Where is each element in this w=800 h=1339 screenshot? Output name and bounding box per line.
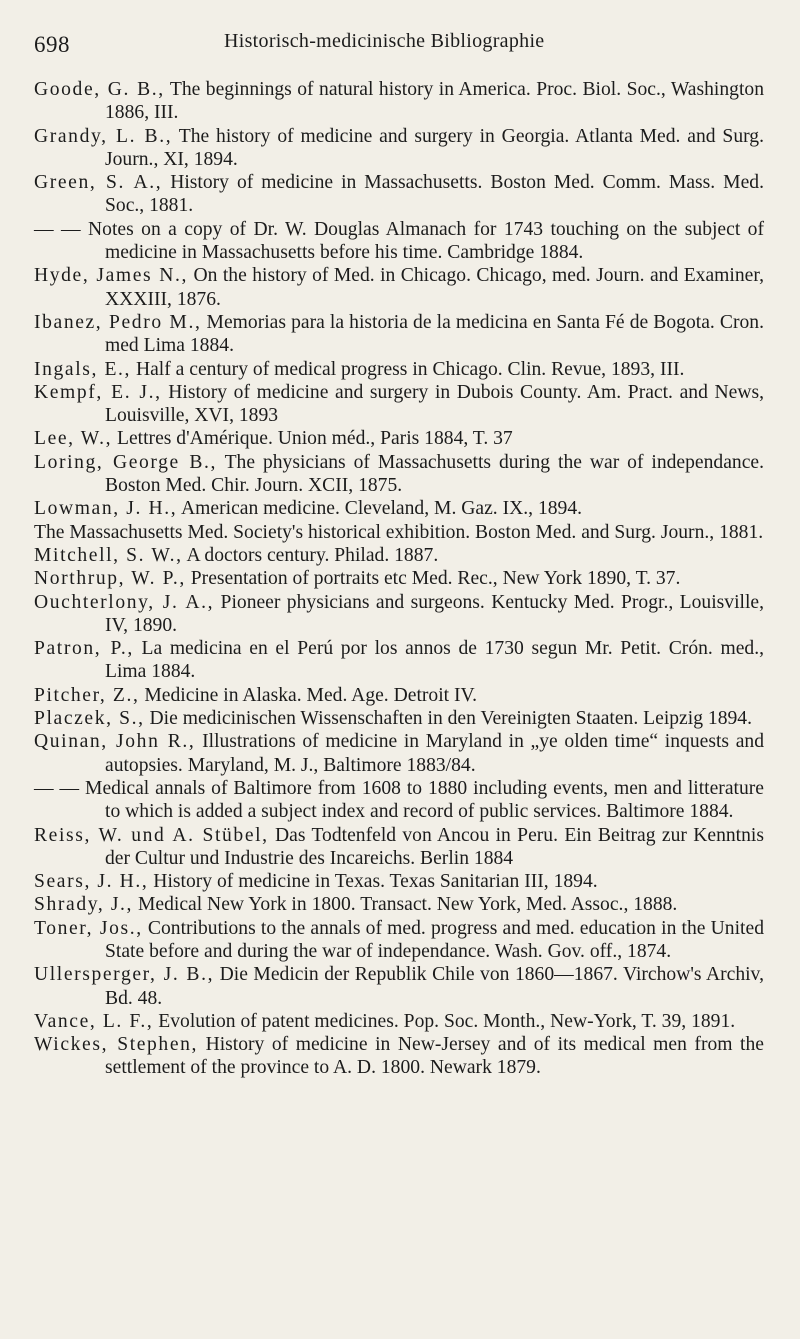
entry-text: Notes on a copy of Dr. W. Douglas Almanach for 1743 touching on the subject of medicine in Massachusetts before his time. Cambridge 1884. <box>80 218 765 264</box>
entry-author: Ingals, E., <box>34 358 132 380</box>
entry-author: Ouchterlony, J. A., <box>34 591 215 613</box>
bibliography-entry <box>34 963 764 1010</box>
entry-author: Green, S. A., <box>34 172 163 194</box>
bibliography-entry <box>34 544 764 567</box>
bibliography-entry <box>34 451 764 498</box>
entry-author: Vance, L. F., <box>34 1010 154 1032</box>
bibliography-entry <box>34 591 764 638</box>
entry-text: A doctors century. Philad. 1887. <box>182 544 439 566</box>
bibliography-entry <box>34 78 764 125</box>
entry-text: Memorias para la historia de la medicina en Santa Fé de Bogota. Cron. med Lima 1884. <box>105 311 764 357</box>
entry-text: The Massachusetts Med. Society's historical exhibition. Boston Med. and Surg. Journ., 1881. <box>34 521 764 543</box>
bibliography-entry <box>34 125 764 172</box>
entry-author: Shrady, J., <box>34 894 134 916</box>
bibliography-entry <box>34 637 764 684</box>
bibliography-entry <box>34 427 764 450</box>
bibliography-entry <box>34 171 764 218</box>
entry-author: Northrup, W. P., <box>34 568 186 590</box>
entry-author: Grandy, L. B., <box>34 125 173 147</box>
entry-author: Lowman, J. H., <box>34 498 178 520</box>
bibliography-list <box>34 78 764 1080</box>
entry-text: Die medicinischen Wissenschaften in den Vereinigten Staaten. Leipzig 1894. <box>144 708 752 730</box>
page-number: 698 <box>34 32 70 57</box>
page-header <box>34 30 764 74</box>
entry-author: Pitcher, Z., <box>34 684 140 706</box>
entry-author: Loring, George B., <box>34 451 218 473</box>
bibliography-entry <box>34 497 764 520</box>
entry-author: Patron, P., <box>34 638 134 660</box>
entry-text: Presentation of portraits etc Med. Rec., New York 1890, T. 37. <box>185 568 681 590</box>
entry-text: The physicians of Massachusetts during the war of independance. Boston Med. Chir. Journ. XCII, 1875. <box>105 451 764 497</box>
bibliography-entry <box>34 521 764 544</box>
entry-text: Contributions to the annals of med. progress and med. education in the United State before and during the war of independance. Wash. Gov. off., 1874. <box>105 917 764 962</box>
entry-text: Lettres d'Amérique. Union méd., Paris 1884, T. 37 <box>112 428 513 450</box>
entry-text: American medicine. Cleveland, M. Gaz. IX., 1894. <box>177 498 583 520</box>
bibliography-entry <box>34 917 764 964</box>
bibliography-entry <box>34 218 764 265</box>
running-title: Historisch-medicinische Bibliographie <box>224 30 545 52</box>
entry-text: On the history of Med. in Chicago. Chicago, med. Journ. and Examiner, XXXIII, 1876. <box>105 265 764 310</box>
entry-text: Evolution of patent medicines. Pop. Soc. Month., New-York, T. 39, 1891. <box>153 1010 736 1032</box>
bibliography-entry <box>34 730 764 777</box>
bibliography-entry <box>34 707 764 730</box>
entry-text: Das Todtenfeld von Ancou in Peru. Ein Beitrag zur Kenntnis der Cultur und Industrie des Incareichs. Berlin 1884 <box>105 824 764 869</box>
entry-author-ditto: — — <box>34 777 80 799</box>
entry-author: Kempf, E. J., <box>34 381 162 403</box>
entry-author: Placzek, S., <box>34 708 145 730</box>
entry-text: Die Medicin der Republik Chile von 1860—1867. Virchow's Archiv, Bd. 48. <box>105 964 764 1009</box>
bibliography-entry <box>34 311 764 358</box>
entry-text: Half a century of medical progress in Chicago. Clin. Revue, 1893, III. <box>131 358 685 380</box>
bibliography-entry <box>34 893 764 916</box>
entry-author: Hyde, James N., <box>34 265 189 287</box>
entry-text: The beginnings of natural history in America. Proc. Biol. Soc., Washington 1886, III. <box>105 79 764 124</box>
bibliography-entry <box>34 358 764 381</box>
entry-author: Reiss, W. und A. Stübel, <box>34 824 269 846</box>
entry-text: Illustrations of medicine in Maryland in „ye olden time“ inquests and autopsies. Maryland, M. J., Baltimore 1883/84. <box>105 731 764 776</box>
entry-author: Ullersperger, J. B., <box>34 964 215 986</box>
entry-text: History of medicine and surgery in Dubois County. Am. Pract. and News, Louisville, XVI, 1893 <box>105 381 764 427</box>
entry-author: Lee, W., <box>34 428 113 450</box>
entry-author: Toner, Jos., <box>34 917 143 939</box>
entry-author: Quinan, John R., <box>34 731 196 753</box>
entry-text: History of medicine in Massachusetts. Boston Med. Comm. Mass. Med. Soc., 1881. <box>105 172 764 217</box>
entry-author: Wickes, Stephen, <box>34 1034 199 1056</box>
entry-author: Sears, J. H., <box>34 871 149 893</box>
entry-text: History of medicine in Texas. Texas Sanitarian III, 1894. <box>148 871 598 893</box>
entry-text: Medical annals of Baltimore from 1608 to 1880 including events, men and litterature to which is added a subject index and record of public services. Baltimore 1884. <box>79 777 764 823</box>
bibliography-entry <box>34 264 764 311</box>
bibliography-entry <box>34 381 764 428</box>
bibliography-entry <box>34 824 764 871</box>
bibliography-entry <box>34 684 764 707</box>
bibliography-entry <box>34 870 764 893</box>
entry-author: Goode, G. B., <box>34 79 165 100</box>
entry-author: Ibanez, Pedro M., <box>34 311 202 333</box>
entry-author-ditto: — — <box>34 218 81 240</box>
entry-text: La medicina en el Perú por los annos de 1730 segun Mr. Petit. Crón. med., Lima 1884. <box>105 638 764 683</box>
bibliography-entry <box>34 567 764 590</box>
entry-text: Pioneer physicians and surgeons. Kentucky Med. Progr., Louisville, IV, 1890. <box>105 591 764 636</box>
entry-text: The history of medicine and surgery in Georgia. Atlanta Med. and Surg. Journ., XI, 1894. <box>105 125 764 170</box>
bibliography-entry <box>34 777 764 824</box>
entry-text: History of medicine in New-Jersey and of its medical men from the settlement of the province to A. D. 1800. Newark 1879. <box>105 1034 764 1079</box>
entry-text: Medicine in Alaska. Med. Age. Detroit IV. <box>139 684 478 706</box>
entry-text: Medical New York in 1800. Transact. New York, Med. Assoc., 1888. <box>133 894 678 916</box>
bibliography-entry <box>34 1010 764 1033</box>
bibliography-entry <box>34 1033 764 1080</box>
entry-author: Mitchell, S. W., <box>34 544 183 566</box>
